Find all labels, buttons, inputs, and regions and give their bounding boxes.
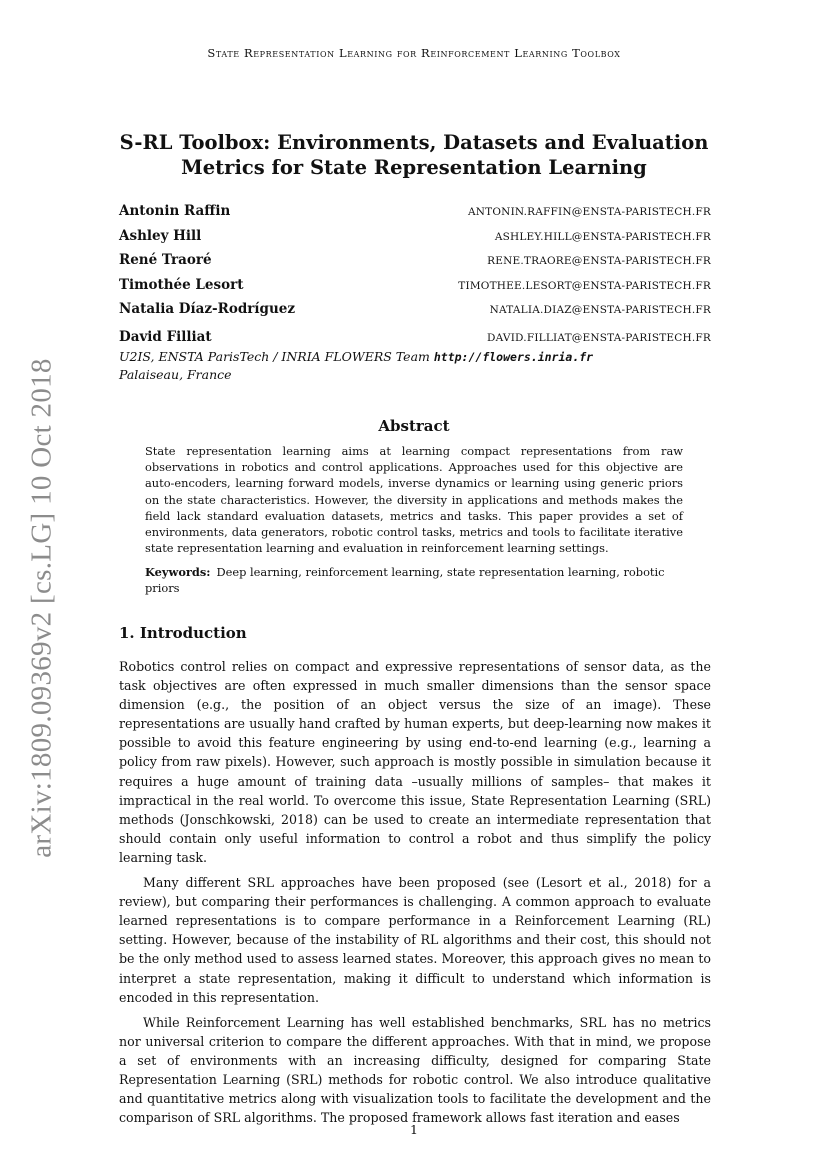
author-row: [119, 228, 711, 253]
author-list: [119, 203, 711, 354]
abstract-heading: Abstract: [378, 417, 450, 435]
author-name: David Filliat: [119, 328, 212, 345]
author-name: Natalia Díaz-Rodríguez: [119, 301, 296, 318]
author-row: [119, 277, 711, 302]
author-email[interactable]: TIMOTHEE.LESORT@ENSTA-PARISTECH.FR: [458, 279, 711, 292]
author-name: Ashley Hill: [119, 227, 202, 244]
affiliation: [119, 348, 593, 384]
paragraph: Robotics control relies on compact and expressive representations of sensor data, as the task objectives are often expressed in much smaller dimensions than the sensor space dimension (e.g., the position of an object versus the size of an image). These representations are usually hand crafted by human experts, but deep-learning now makes it possible to avoid this feature engineering by using end-to-end learning (e.g., learning a policy from raw pixels). However, such approach is mostly possible in simulation because it requires a huge amount of training data –usually millions of samples– that makes it impractical in the real world. To overcome this issue, State Representation Learning (SRL) methods (Jonschkowski, 2018) can be used to create an intermediate representation that should contain only useful information to control a robot and thus simplify the policy learning task.: [119, 659, 711, 865]
page-number: 1: [410, 1122, 418, 1137]
arxiv-identifier-text: arXiv:1809.09369v2 [cs.LG] 10 Oct 2018: [25, 357, 58, 858]
affiliation-url-link[interactable]: http://flowers.inria.fr: [433, 350, 594, 364]
author-row: [119, 252, 711, 277]
paper-title: [100, 130, 728, 180]
author-email[interactable]: RENE.TRAORE@ENSTA-PARISTECH.FR: [487, 255, 711, 268]
affiliation-text: U2IS, ENSTA ParisTech / INRIA FLOWERS Team: [119, 349, 430, 364]
keywords-label: Keywords:: [145, 565, 211, 579]
running-head: State Representation Learning for Reinforcement Learning Toolbox: [207, 46, 621, 60]
author-email[interactable]: ASHLEY.HILL@ENSTA-PARISTECH.FR: [494, 230, 711, 243]
body-text: [119, 657, 711, 1133]
author-row: [119, 301, 711, 326]
section-heading: 1. Introduction: [119, 624, 247, 642]
abstract-body: State representation learning aims at learning compact representations from raw observations in robotics and control applications. Approaches used for this objective are auto-encoders, learning forward models, inverse dynamics or learning using generic priors on the state characteristics. However, the diversity in applications and methods makes the field lack standard evaluation datasets, metrics and tasks. This paper provides a set of environments, data generators, robotic control tasks, metrics and tools to facilitate iterative state representation learning and evaluation in reinforcement learning settings.: [145, 444, 683, 556]
author-row: [119, 203, 711, 228]
author-name: Timothée Lesort: [119, 276, 244, 293]
arxiv-side-identifier: [22, 357, 62, 858]
author-name: René Traoré: [119, 252, 212, 269]
affiliation-place: Palaiseau, France: [119, 367, 232, 382]
author-email[interactable]: ANTONIN.RAFFIN@ENSTA-PARISTECH.FR: [468, 206, 711, 218]
author-email[interactable]: NATALIA.DIAZ@ENSTA-PARISTECH.FR: [489, 304, 711, 317]
paragraph: While Reinforcement Learning has well established benchmarks, SRL has no metrics nor universal criterion to compare the different approaches. With that in mind, we propose a set of environments with an increasing difficulty, designed for comparing State Representation Learning (SRL) methods for robotic control. We also introduce qualitative and quantitative metrics along with visualization tools to facilitate the development and the comparison of SRL algorithms. The proposed framework allows fast iteration and eases: [119, 1014, 711, 1126]
keywords-text: Deep learning, reinforcement learning, state representation learning, robotic priors: [145, 565, 665, 596]
keywords: [145, 564, 683, 596]
author-name: Antonin Raffin: [119, 203, 231, 219]
title-line-2: Metrics for State Representation Learning: [181, 156, 647, 179]
author-email[interactable]: DAVID.FILLIAT@ENSTA-PARISTECH.FR: [487, 331, 711, 344]
paragraph: Many different SRL approaches have been proposed (see (Lesort et al., 2018) for a review), but comparing their performances is challenging. A common approach to evaluate learned representations is to compare performance in a Reinforcement Learning (RL) setting. However, because of the instability of RL algorithms and their cost, this should not be the only method used to assess learned states. Moreover, this approach gives no mean to interpret a state representation, making it difficult to understand which information is encoded in this representation.: [119, 875, 711, 1005]
title-line-1: S-RL Toolbox: Environments, Datasets and Evaluation: [119, 131, 709, 154]
